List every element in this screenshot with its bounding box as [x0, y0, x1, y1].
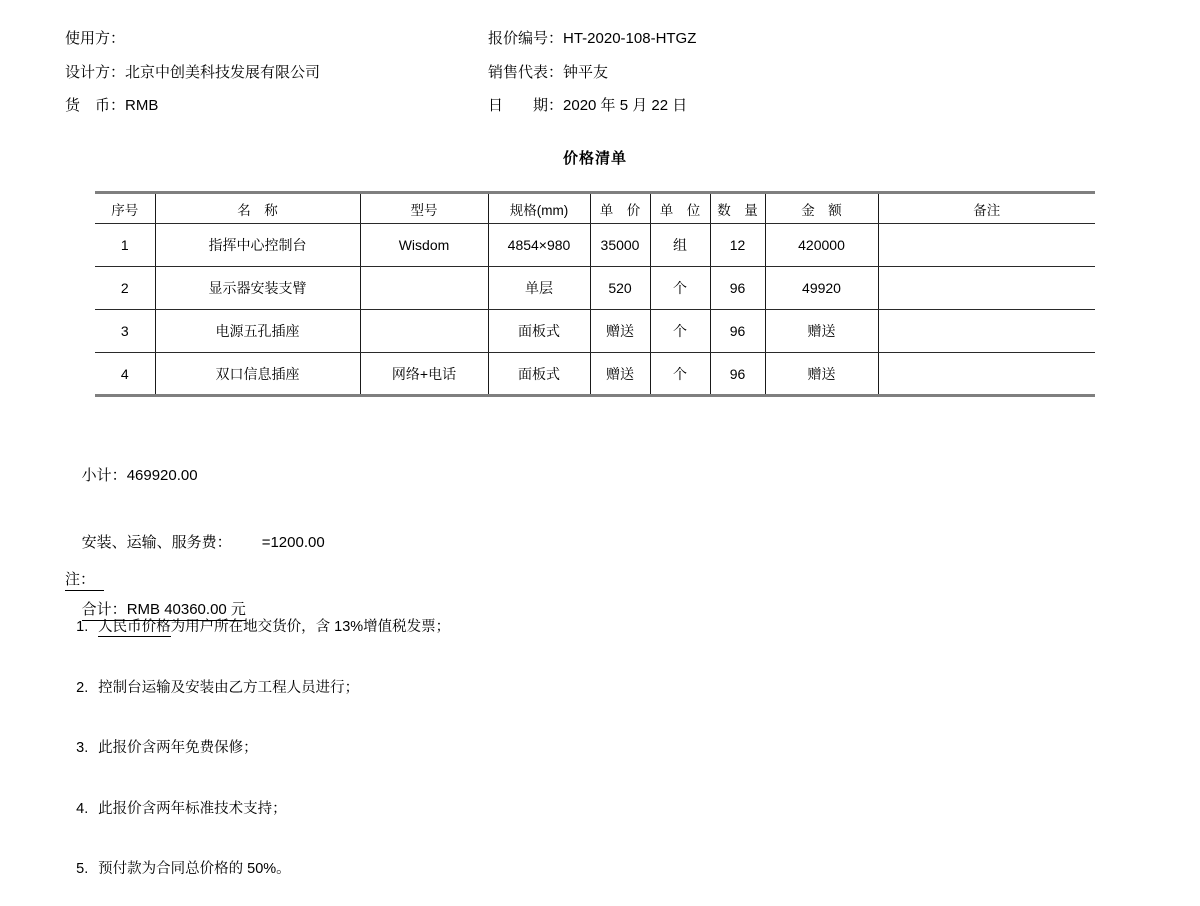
note-item — [60, 785, 450, 833]
note-number: 1. — [76, 619, 89, 635]
date-label: 日 期： — [488, 97, 564, 114]
note-underlined-text: 人民币价格 — [98, 619, 171, 635]
currency-label: 货 币： — [65, 97, 126, 114]
note-text: 预付款为合同总价格的 50%。 — [98, 861, 291, 877]
cell-name: 指挥中心控制台 — [155, 224, 360, 267]
col-header-quantity: 数 量 — [710, 193, 765, 224]
user-label: 使用方： — [65, 30, 126, 47]
cell-index: 4 — [95, 353, 155, 396]
cell-amount: 49920 — [765, 267, 878, 310]
note-text: 此报价含两年标准技术支持； — [98, 800, 287, 817]
price-table — [95, 191, 1095, 397]
cell-amount: 赠送 — [765, 310, 878, 353]
header-field-date — [488, 98, 696, 113]
cell-model: Wisdom — [360, 224, 488, 267]
cell-spec: 4854×980 — [488, 224, 590, 267]
notes-block — [60, 568, 450, 906]
cell-remark — [878, 353, 1095, 396]
subtotal-label: 小计： — [81, 467, 127, 484]
cell-name: 电源五孔插座 — [155, 310, 360, 353]
note-item — [60, 603, 450, 651]
header-field-designer — [65, 65, 320, 80]
cell-quantity: 12 — [710, 224, 765, 267]
col-header-spec: 规格(mm) — [488, 193, 590, 224]
col-header-name: 名 称 — [155, 193, 360, 224]
cell-unit-price: 520 — [590, 267, 650, 310]
cell-quantity: 96 — [710, 310, 765, 353]
cell-unit-price: 35000 — [590, 224, 650, 267]
col-header-index: 序号 — [95, 193, 155, 224]
notes-heading-text: 注： — [65, 568, 104, 591]
quote-number-value: HT-2020-108-HTGZ — [563, 30, 697, 47]
cell-index: 2 — [95, 267, 155, 310]
table-row — [95, 267, 1095, 310]
summary-fee — [65, 519, 325, 567]
cell-amount: 420000 — [765, 224, 878, 267]
note-number: 2. — [76, 679, 89, 696]
designer-label: 设计方： — [65, 63, 126, 81]
cell-spec: 面板式 — [488, 310, 590, 353]
cell-model — [360, 267, 488, 310]
subtotal-value: 469920.00 — [126, 467, 198, 484]
header-right-block — [488, 31, 696, 132]
note-number: 5. — [76, 861, 89, 877]
table-row — [95, 224, 1095, 267]
notes-heading — [65, 568, 450, 591]
table-row — [95, 310, 1095, 353]
cell-remark — [878, 224, 1095, 267]
summary-subtotal — [65, 452, 325, 500]
fee-value: =1200.00 — [261, 534, 325, 551]
col-header-amount: 金 额 — [765, 193, 878, 224]
cell-model: 网络+电话 — [360, 353, 488, 396]
total-label: 合计： — [81, 601, 127, 618]
note-number: 4. — [76, 800, 89, 817]
cell-name: 显示器安装支臂 — [155, 267, 360, 310]
table-row — [95, 353, 1095, 396]
note-number: 3. — [76, 740, 89, 756]
cell-spec: 单层 — [488, 267, 590, 310]
note-text: 此报价含两年免费保修； — [98, 740, 258, 756]
cell-unit: 个 — [650, 267, 710, 310]
cell-quantity: 96 — [710, 353, 765, 396]
note-item — [60, 724, 450, 772]
table-header-row — [95, 193, 1095, 224]
col-header-remark: 备注 — [878, 193, 1095, 224]
header-field-currency — [65, 98, 320, 113]
note-item — [60, 664, 450, 712]
cell-spec: 面板式 — [488, 353, 590, 396]
price-table-wrap — [95, 191, 1095, 397]
cell-unit-price: 赠送 — [590, 310, 650, 353]
cell-quantity: 96 — [710, 267, 765, 310]
currency-value: RMB — [125, 97, 159, 114]
cell-model — [360, 310, 488, 353]
page-title: 价格清单 — [562, 150, 627, 167]
col-header-model: 型号 — [360, 193, 488, 224]
cell-name: 双口信息插座 — [155, 353, 360, 396]
cell-amount: 赠送 — [765, 353, 878, 396]
fee-label: 安装、运输、服务费： — [81, 534, 232, 551]
header-field-quote-number — [488, 31, 696, 46]
total-value: RMB 40360.00 元 — [126, 601, 246, 618]
header-field-sales-rep — [488, 65, 696, 80]
note-text: 为用户所在地交货价，含 13%增值税发票； — [170, 619, 451, 635]
cell-unit-price: 赠送 — [590, 353, 650, 396]
header-field-user — [65, 31, 320, 46]
header-left-block — [65, 31, 320, 132]
note-text: 控制台运输及安装由乙方工程人员进行； — [98, 679, 360, 696]
note-item — [60, 845, 450, 893]
cell-unit: 个 — [650, 353, 710, 396]
cell-unit: 个 — [650, 310, 710, 353]
quote-number-label: 报价编号： — [488, 30, 564, 47]
date-value: 2020 年 5 月 22 日 — [563, 97, 688, 114]
col-header-unit-price: 单 价 — [590, 193, 650, 224]
cell-remark — [878, 310, 1095, 353]
designer-value: 北京中创美科技发展有限公司 — [125, 63, 321, 81]
sales-rep-value: 钟平友 — [563, 63, 609, 81]
cell-index: 3 — [95, 310, 155, 353]
col-header-unit: 单 位 — [650, 193, 710, 224]
sales-rep-label: 销售代表： — [488, 63, 564, 81]
cell-unit: 组 — [650, 224, 710, 267]
cell-remark — [878, 267, 1095, 310]
cell-index: 1 — [95, 224, 155, 267]
